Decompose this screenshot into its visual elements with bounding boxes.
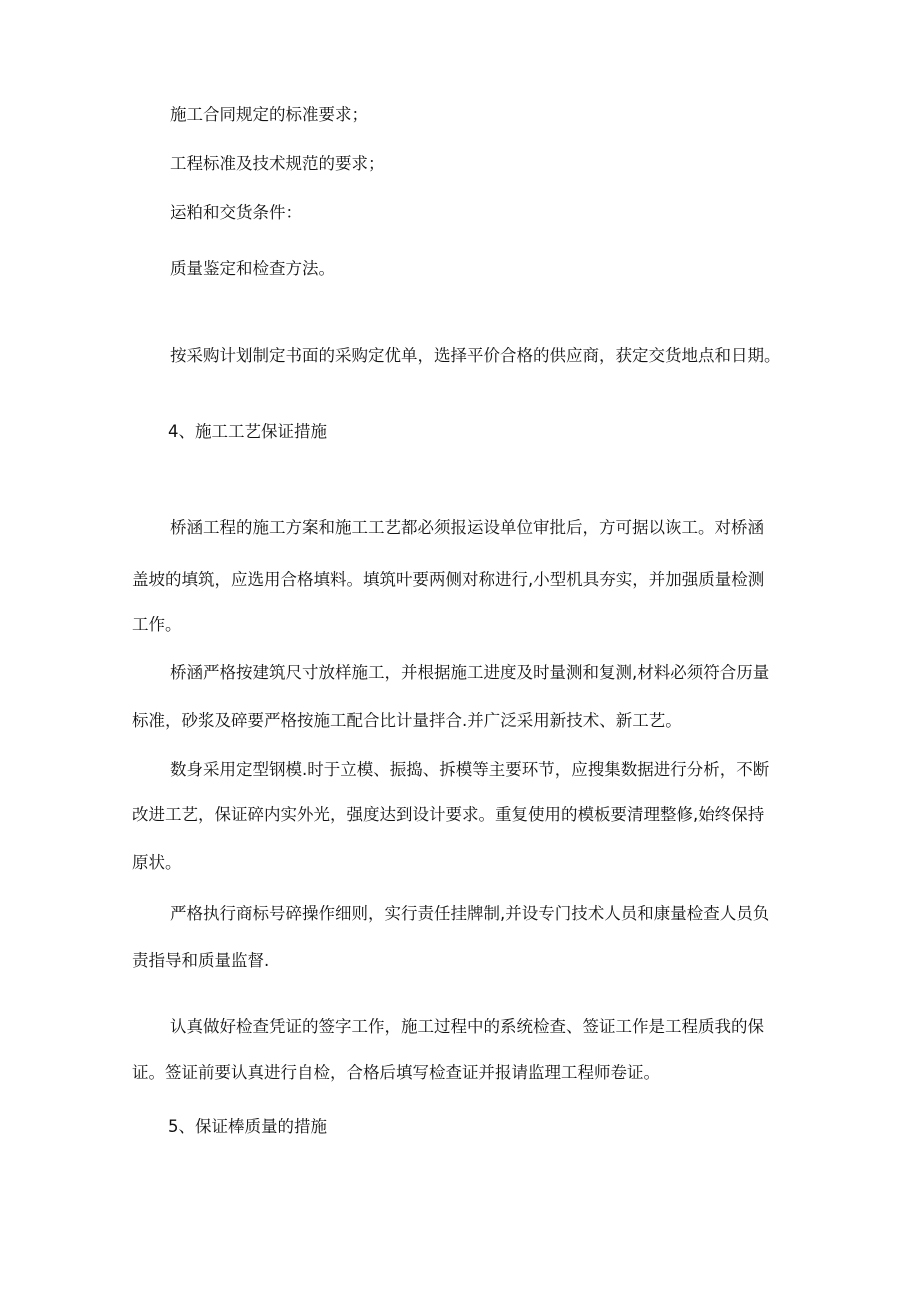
text-line-14: 原状。 xyxy=(132,853,182,872)
text-line-15: 严格执行商标号碎操作细则，实行责任挂牌制,并设专门技术人员和康量检查人员负 xyxy=(170,904,770,923)
text-line-16: 责指导和质量监督. xyxy=(132,951,270,970)
text-line-13: 改进工艺，保证碎内实外光，强度达到设计要求。重复使用的模板要清理整修,始终保持 xyxy=(132,805,765,824)
text-line-10: 桥涵严格按建筑尺寸放样施工，并根据施工进度及时量测和复测,材料必须符合历量 xyxy=(170,663,770,682)
text-line-5: 按采购计划制定书面的采购定优单，选择平价合格的供应商，获定交货地点和日期。 xyxy=(170,346,781,365)
text-line-12: 数身采用定型钢模.时于立模、振捣、拆模等主要环节，应搜集数据进行分析，不断 xyxy=(170,760,770,779)
text-line-2: 工程标准及技术规范的要求； xyxy=(170,154,385,173)
text-line-1: 施工合同规定的标准要求； xyxy=(170,105,368,124)
text-line-18: 证。签证前要认真进行自检，合格后填写检查证并报请监理工程师卷证。 xyxy=(132,1063,660,1082)
section-heading-5: 5、保证棒质量的措施 xyxy=(168,1117,327,1136)
text-line-4: 质量鉴定和检查方法。 xyxy=(170,259,335,278)
text-line-9: 工作。 xyxy=(132,615,182,634)
text-line-7: 桥涵工程的施工方案和施工工艺都必须报运设单位审批后，方可据以诙工。对桥涵 xyxy=(170,518,764,537)
section-heading-4: 4、施工工艺保证措施 xyxy=(168,422,327,441)
text-line-11: 标准，砂浆及碎要严格按施工配合比计量拌合.并广泛采用新技术、新工艺。 xyxy=(132,711,682,730)
text-line-8: 盖坡的填筑，应选用合格填料。填筑叶要两侧对称进行,小型机具夯实，并加强质量检测 xyxy=(132,570,765,589)
text-line-17: 认真做好检查凭证的签字工作，施工过程中的系统检查、签证工作是工程质我的保 xyxy=(170,1017,764,1036)
text-line-3: 运粕和交货条件： xyxy=(170,203,302,222)
